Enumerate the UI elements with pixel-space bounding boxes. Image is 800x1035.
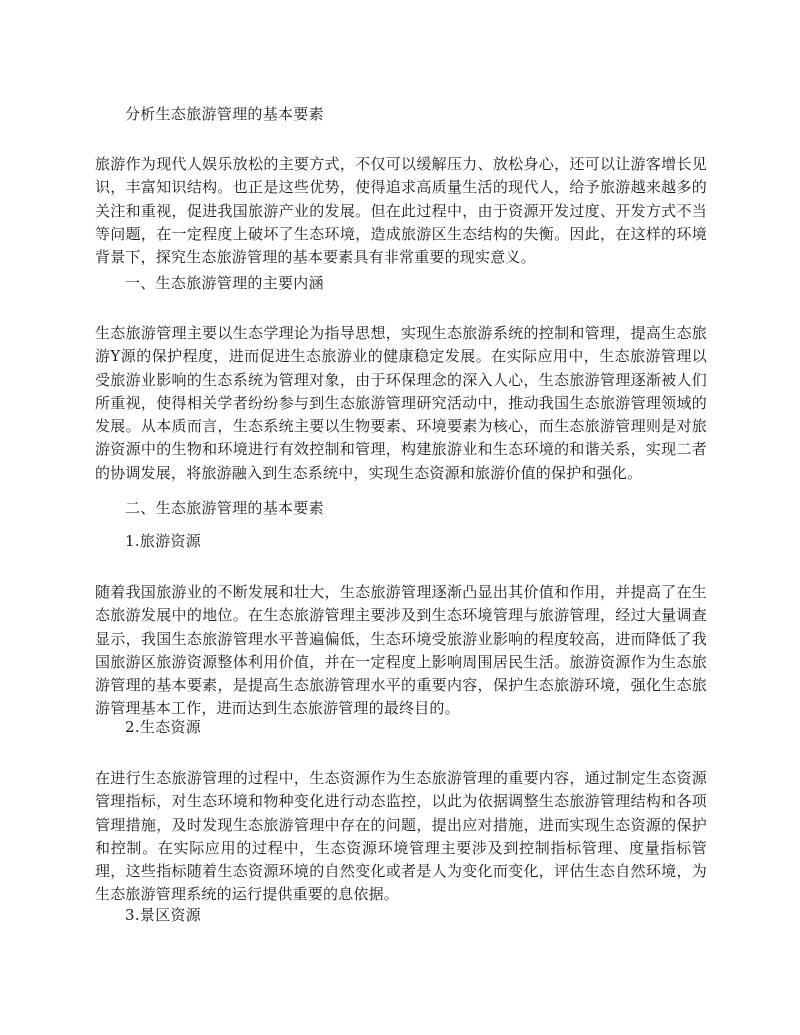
subsection-1-paragraph: 随着我国旅游业的不断发展和壮大，生态旅游管理逐渐凸显出其价值和作用，并提高了在生态旅游发展中的地位。在生态旅游管理主要涉及到生态环境管理与旅游管理，经过大量调查显示，我国生态旅游管理水平普遍偏低，生态环境受旅游业影响的程度较高，进而降低了我国旅游区旅游资源整体利用价值，并在一定程度上影响周围居民生活。旅游资源作为生态旅游管理的基本要素，是提高生态旅游管理水平的重要内容，保护生态旅游环境，强化生态旅游管理基本工作，进而达到生态旅游管理的最终目的。 xyxy=(95,583,707,718)
subsection-2-heading: 2.生态资源 xyxy=(125,718,202,736)
intro-paragraph: 旅游作为现代人娱乐放松的主要方式，不仅可以缓解压力、放松身心，还可以让游客增长见识，丰富知识结构。也正是这些优势，使得追求高质量生活的现代人，给予旅游越来越多的关注和重视，促进我国旅游产业的发展。但在此过程中，由于资源开发过度、开发方式不当等问题，在一定程度上破坏了生态环境，造成旅游区生态结构的失衡。因此，在这样的环境背景下，探究生态旅游管理的基本要素具有非常重要的现实意义。 xyxy=(95,155,707,267)
subsection-3-heading: 3.景区资源 xyxy=(125,906,202,924)
subsection-2-paragraph: 在进行生态旅游管理的过程中，生态资源作为生态旅游管理的重要内容，通过制定生态资源管理指标，对生态环境和物种变化进行动态监控，以此为依据调整生态旅游管理结构和各项管理措施，及时发现生态旅游管理中存在的问题，提出应对措施，进而实现生态资源的保护和控制。在实际应用的过程中，生态资源环境管理主要涉及到控制指标管理、度量指标管理，这些指标随着生态资源环境的自然变化或者是人为变化而变化，评估生态自然环境，为生态旅游管理系统的运行提供重要的息依据。 xyxy=(95,769,707,904)
section-2-heading: 二、生态旅游管理的基本要素 xyxy=(125,499,324,517)
subsection-1-heading: 1.旅游资源 xyxy=(125,532,202,550)
document-title: 分析生态旅游管理的基本要素 xyxy=(125,105,324,123)
section-1-heading: 一、生态旅游管理的主要内涵 xyxy=(125,274,324,292)
section-1-paragraph: 生态旅游管理主要以生态学理论为指导思想，实现生态旅游系统的控制和管理，提高生态旅游Y源的保护程度，进而促进生态旅游业的健康稳定发展。在实际应用中，生态旅游管理以受旅游业影响的生态系统为管理对象，由于环保理念的深入人心，生态旅游管理逐渐被人们所重视，使得相关学者纷纷参与到生态旅游管理研究活动中，推动我国生态旅游管理领域的发展。从本质而言，生态系统主要以生物要素、环境要素为核心，而生态旅游管理则是对旅游资源中的生物和环境进行有效控制和管理，构建旅游业和生态环境的和谐关系，实现二者的协调发展，将旅游融入到生态系统中，实现生态资源和旅游价值的保护和强化。 xyxy=(95,324,707,482)
